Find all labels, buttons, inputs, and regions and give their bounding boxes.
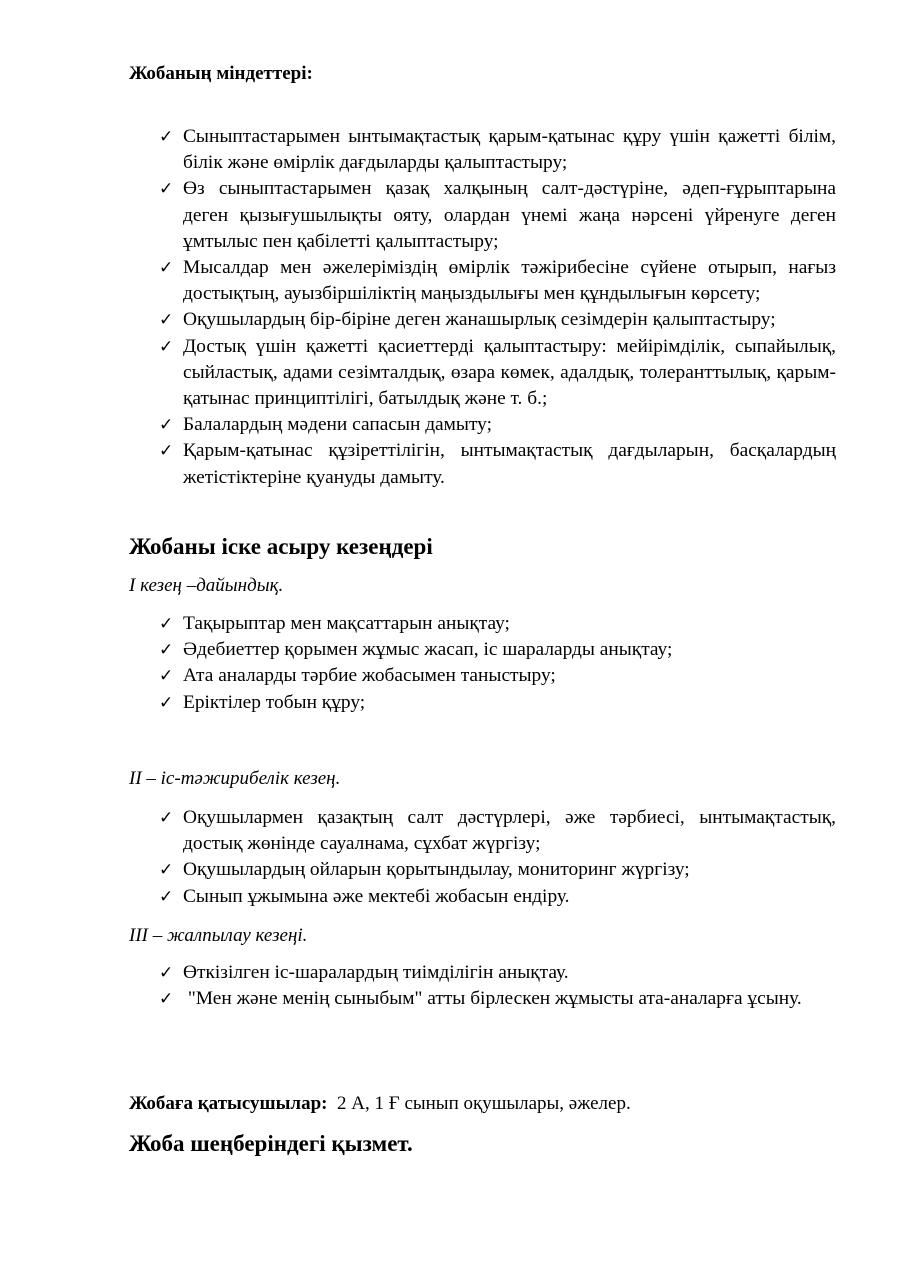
list-item-text: Өткізілген іс-шаралардың тиімділігін анықтау. [183,962,569,983]
checkmark-icon: ✓ [159,886,174,907]
list-item [0,805,900,857]
list-item [0,986,900,1012]
list-item-text: Оқушылардың ойларын қорытындылау, мониторинг жүргізу; [183,859,690,881]
list-item [0,663,900,689]
list-item-text: Әдебиеттер қорымен жұмыс жасап, іс шараларды анықтау; [183,639,673,661]
list-item-text: Оқушылардың бір-біріне деген жанашырлық сезімдерін қалыптастыру; [183,309,776,331]
list-item-text: Оқушылармен қазақтың салт дәстүрлері, әже тәрбиесі, ынтымақтастық, достық жөнінде сауалнама, сұхбат жүргізу; [183,807,836,855]
checkmark-icon: ✓ [159,441,174,462]
list-item [0,637,900,663]
tasks-list [0,124,900,491]
list-item-text: Сыныптастарымен ынтымақтастық қарым-қатынас құру үшін қажетті білім, білік және өмірлік дағдыларды қалыптастыру; [183,126,836,174]
checkmark-icon: ✓ [159,640,174,661]
list-item [0,255,900,307]
list-item-text: Өз сыныптастарымен қазақ халқының салт-дәстүріне, әдеп-ғұрыптарына деген қызығушылықты ояту, олардан үнемі жаңа нәрсені үйренуге деген ұмтылыс пен қабілетті қалыптастыру; [183,178,836,252]
participants-line [129,1092,631,1116]
participants-value: 2 А, 1 Ғ сынып оқушылары, әжелер. [336,1093,631,1114]
participants-label: Жобаға қатысушылар: [129,1093,328,1114]
list-item-text: Қарым-қатынас құзіреттілігін, ынтымақтастық дағдыларын, басқалардың жетістіктеріне қуануды дамыту. [183,440,836,488]
checkmark-icon: ✓ [159,127,174,147]
checkmark-icon: ✓ [159,310,174,331]
list-item-text: Достық үшін қажетті қасиеттерді қалыптастыру: мейірімділік, сыпайылық, сыйластық, адами сезімталдық, өзара көмек, адалдық, толеранттылық, қарым-қатынас принциптілігі, батылдық және т. б.; [183,335,836,410]
list-item-text: Мысалдар мен әжелеріміздің өмірлік тәжірибесіне сүйене отырып, нағыз достықтың, ауызбіршіліктің маңыздылығы мен құндылығын көрсету; [183,257,836,305]
list-item [0,857,900,883]
list-item [0,307,900,333]
checkmark-icon: ✓ [159,808,174,828]
checkmark-icon: ✓ [159,614,174,634]
stage1-list [0,611,900,716]
stage1-title: I кезең –дайындық. [129,575,284,596]
list-item-text: Сынып ұжымына әже мектебі жобасын ендіру. [183,885,570,907]
list-item-text: Еріктілер тобын құру; [183,691,366,713]
list-item [0,438,900,490]
list-item-text: "Мен және менің сыныбым" атты бірлескен жұмысты ата-аналарға ұсыну. [183,988,802,1010]
checkmark-icon: ✓ [159,336,174,357]
tasks-title: Жобаның міндеттері: [129,63,313,84]
checkmark-icon: ✓ [159,666,174,687]
stages-heading: Жобаны іске асыру кезеңдері [129,534,433,559]
checkmark-icon: ✓ [159,989,174,1010]
checkmark-icon: ✓ [159,415,174,436]
list-item [0,124,900,176]
list-item [0,884,900,910]
stage3-list [0,960,900,1012]
checkmark-icon: ✓ [159,179,174,200]
list-item-text: Тақырыптар мен мақсаттарын анықтау; [183,613,510,634]
list-item-text: Балалардың мәдени сапасын дамыту; [183,414,493,436]
checkmark-icon: ✓ [159,692,174,713]
stage3-title: III – жалпылау кезеңі. [129,925,308,946]
checkmark-icon: ✓ [159,860,174,881]
list-item-text: Ата аналарды тәрбие жобасымен таныстыру; [183,665,556,687]
checkmark-icon: ✓ [159,258,174,279]
list-item [0,611,900,637]
list-item [0,334,900,413]
checkmark-icon: ✓ [159,963,174,983]
list-item [0,412,900,438]
stage2-title: II – іс-тәжирибелік кезең. [129,768,341,789]
list-item [0,690,900,716]
list-item [0,960,900,986]
activity-heading: Жоба шеңберіндегі қызмет. [129,1131,413,1156]
list-item [0,176,900,255]
stage2-list [0,805,900,910]
